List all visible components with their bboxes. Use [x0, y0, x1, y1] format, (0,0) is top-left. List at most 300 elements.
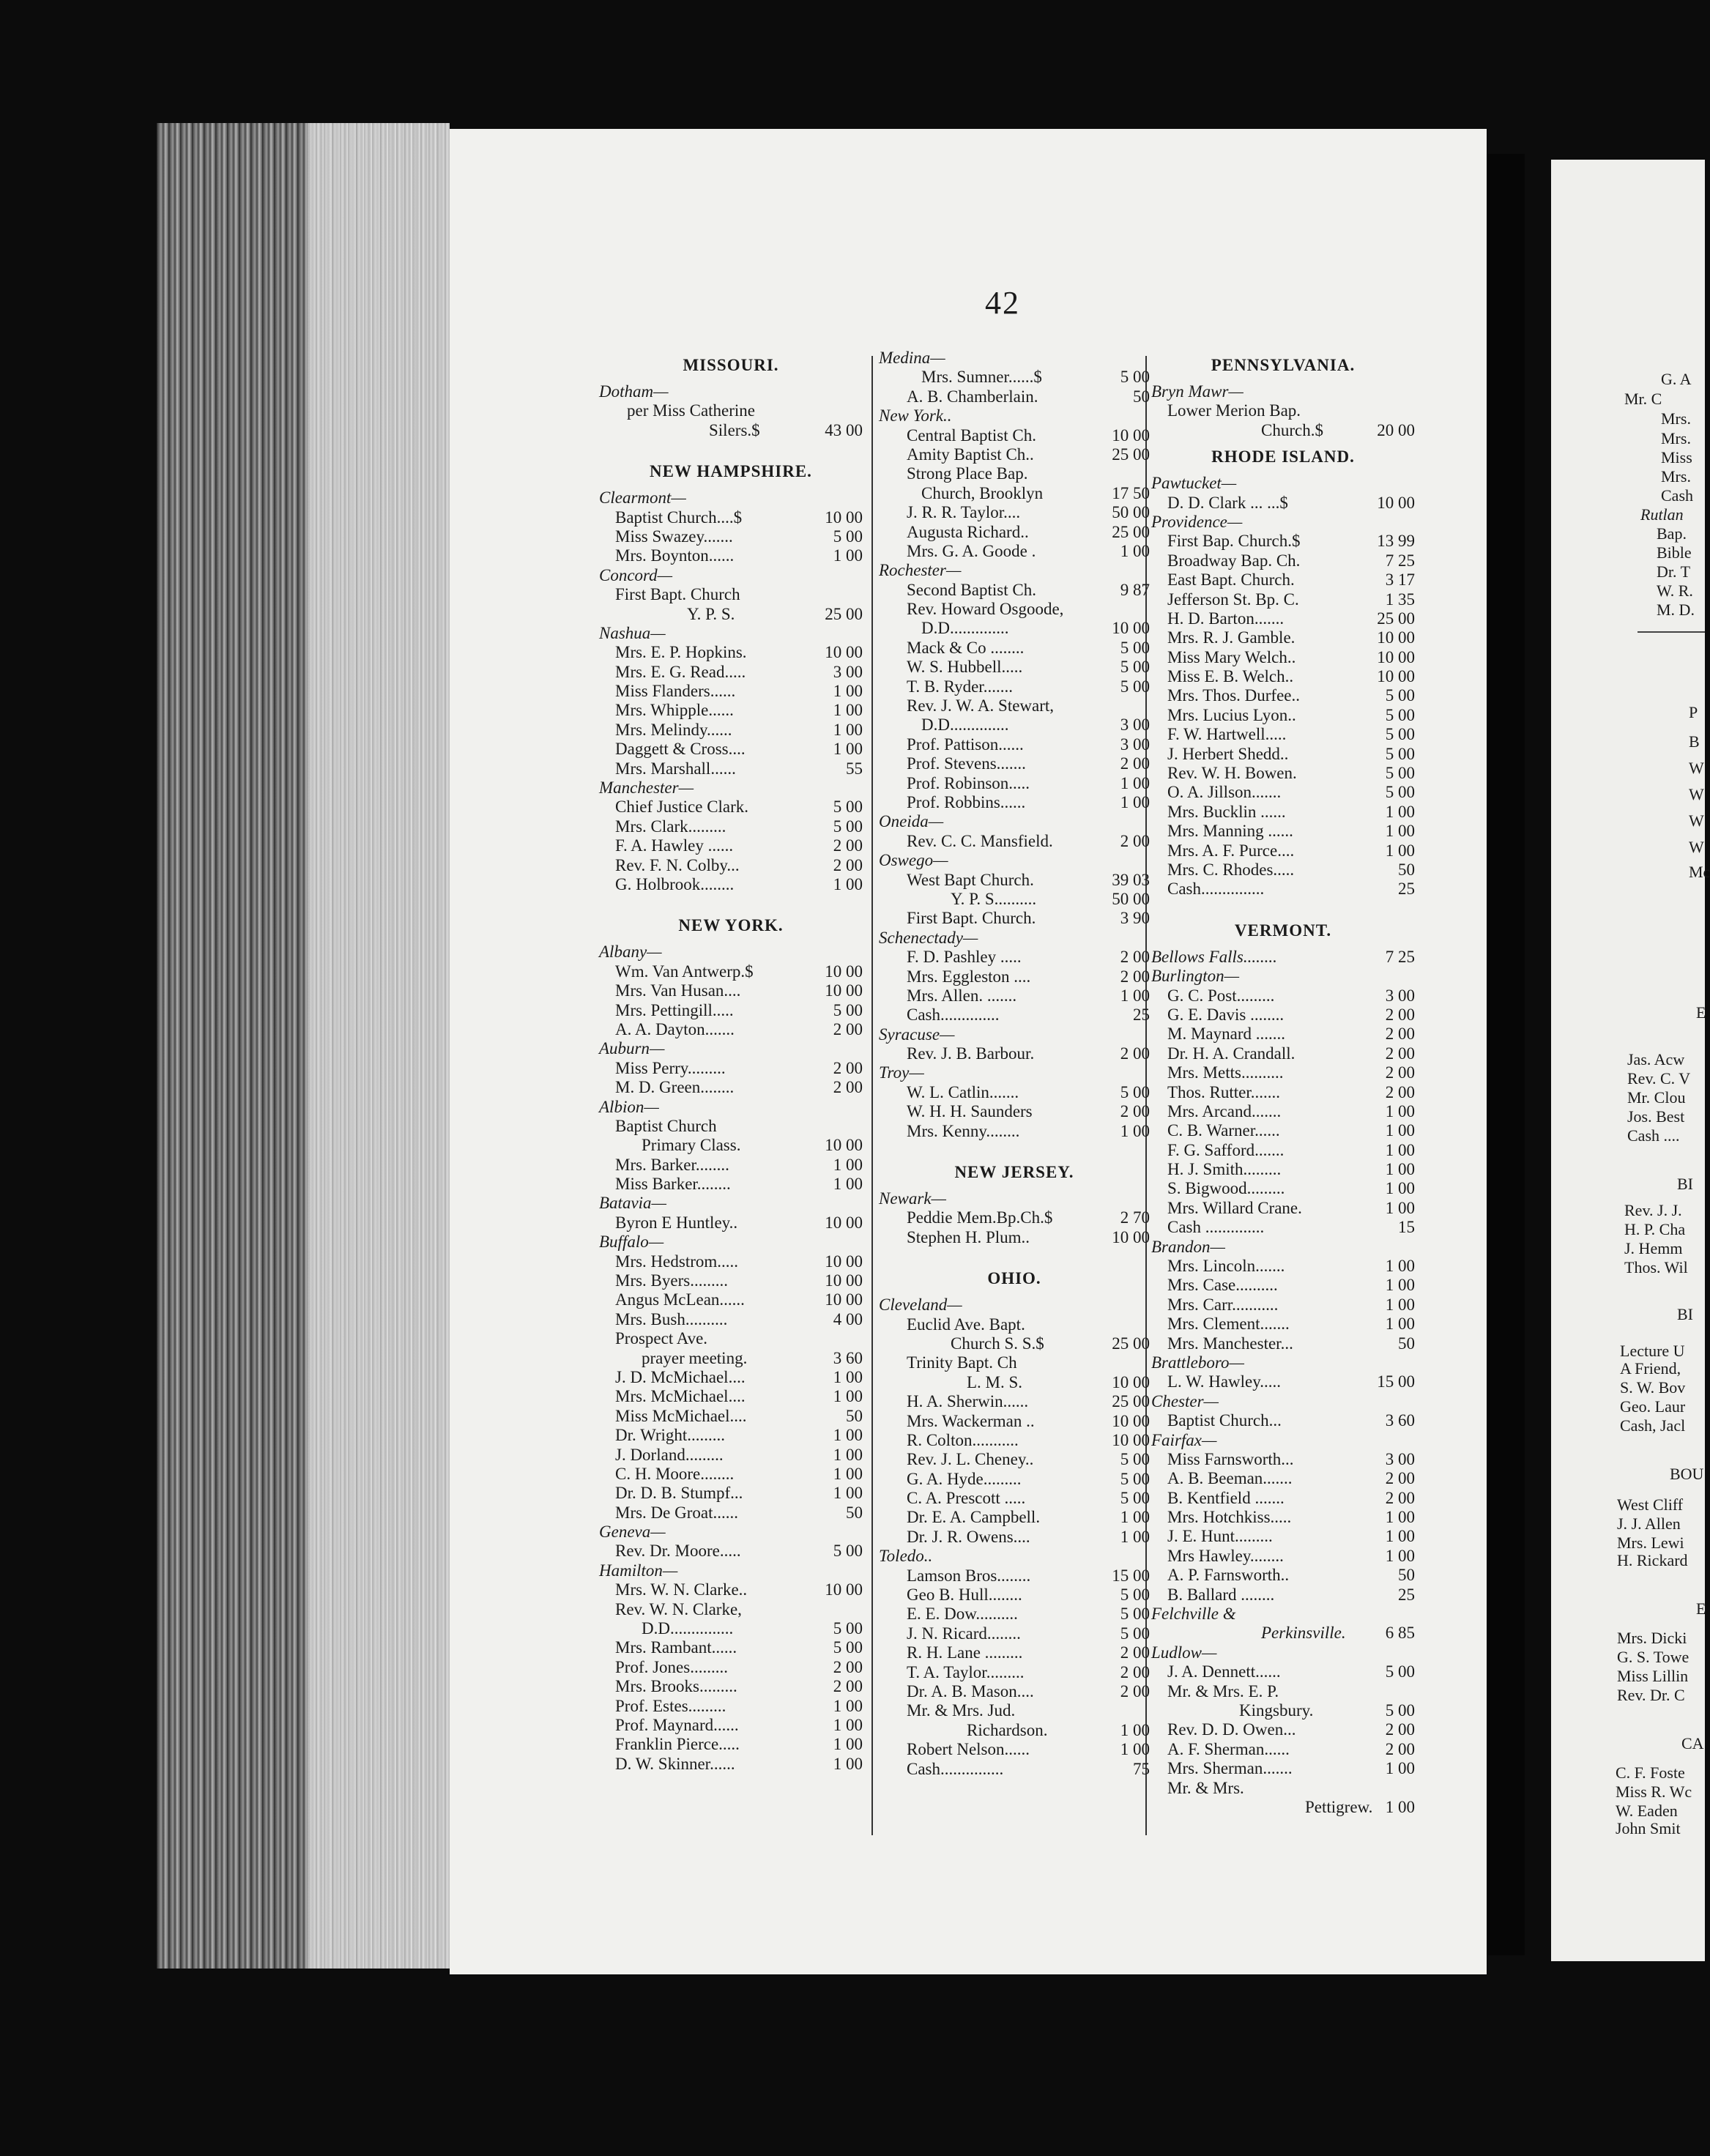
entry-amount: 5 00	[1120, 658, 1150, 677]
entry-amount: 10 00	[1377, 628, 1415, 647]
entry-amount: 1 35	[1385, 590, 1415, 609]
entry-name: New York..	[879, 406, 952, 425]
entry-name: Mrs. Manning ......	[1167, 822, 1293, 841]
entry-name: First Bap. Church.$	[1167, 532, 1301, 551]
donor-entry	[599, 1580, 863, 1599]
entry-name: J. N. Ricard........	[907, 1624, 1021, 1643]
entry-name: Mrs. Willard Crane.	[1167, 1198, 1302, 1217]
entry-name: West Bapt Church.	[907, 870, 1034, 889]
right-page-text: West Cliff	[1617, 1495, 1684, 1514]
entry-amount: 1 00	[1120, 1121, 1150, 1140]
donor-entry	[879, 445, 1150, 464]
right-page-text: BI	[1677, 1305, 1693, 1323]
right-page-text: Mr. C	[1624, 390, 1662, 408]
entry-name: C. H. Moore........	[615, 1464, 735, 1483]
donor-entry	[599, 721, 863, 740]
entry-amount: 10 00	[1112, 425, 1150, 445]
entry-name: Brandon—	[1151, 1237, 1225, 1256]
right-page-text: W	[1689, 785, 1704, 803]
donor-entry	[599, 643, 863, 662]
donor-entry	[599, 1716, 863, 1735]
right-page-text: Mc	[1689, 863, 1710, 881]
entry-name: Miss Mary Welch..	[1167, 647, 1296, 666]
entry-name: S. Bigwood.........	[1167, 1179, 1285, 1198]
entry-name: Lamson Bros........	[907, 1566, 1031, 1585]
donor-entry	[879, 1431, 1150, 1450]
entry-name: B. Ballard ........	[1167, 1585, 1275, 1604]
donor-entry	[879, 542, 1150, 561]
entry-name: H. A. Sherwin......	[907, 1392, 1029, 1411]
entry-name: Mrs. R. J. Gamble.	[1167, 628, 1295, 647]
entry-name: Syracuse—	[879, 1025, 955, 1044]
entry-name: Mrs. Lincoln.......	[1167, 1257, 1285, 1276]
entry-name: Mrs. Thos. Durfee..	[1167, 686, 1300, 705]
entry-name: Thos. Rutter.......	[1167, 1082, 1280, 1101]
entry-name: Mrs. Marshall......	[615, 759, 736, 778]
section-heading	[599, 455, 863, 488]
entry-amount: 1 00	[833, 1484, 863, 1503]
entry-amount: 2 00	[1120, 1643, 1150, 1662]
entry-amount: 15 00	[1377, 1372, 1415, 1391]
entry-amount: 5 00	[1385, 783, 1415, 802]
entry-amount: 1 00	[1120, 541, 1150, 560]
location-label	[1151, 1624, 1415, 1643]
section-heading-text: RHODE ISLAND.	[1211, 447, 1355, 466]
entry-amount: 1 00	[1120, 773, 1150, 792]
entry-name: Rev. W. H. Bowen.	[1167, 764, 1297, 783]
location-label	[599, 382, 863, 401]
entry-name: W. H. H. Saunders	[907, 1102, 1033, 1121]
entry-name: Mrs. C. Rhodes.....	[1167, 860, 1295, 879]
entry-amount: 3 00	[1385, 986, 1415, 1005]
location-label	[879, 851, 1150, 870]
donor-entry	[879, 1373, 1150, 1392]
entry-name: Mrs. Clark.........	[615, 817, 726, 836]
donor-entry	[879, 1412, 1150, 1431]
donor-entry	[879, 1208, 1150, 1227]
donor-entry	[599, 682, 863, 701]
entry-name: Mrs. Rambant......	[615, 1638, 737, 1657]
entry-name: Angus McLean......	[615, 1290, 745, 1309]
entry-amount: 3 00	[1120, 735, 1150, 754]
entry-amount: 5 00	[1385, 725, 1415, 744]
entry-name: Cash ..............	[1167, 1218, 1265, 1237]
section-heading-text: NEW JERSEY.	[954, 1163, 1074, 1182]
section-heading-text: OHIO.	[987, 1269, 1041, 1288]
entry-amount: 1 00	[1385, 1140, 1415, 1159]
donor-entry	[599, 740, 863, 759]
donor-entry	[1151, 1662, 1415, 1681]
section-heading-text: NEW HAMPSHIRE.	[650, 462, 812, 481]
donor-entry	[879, 754, 1150, 773]
entry-amount: 2 00	[1385, 1063, 1415, 1082]
entry-amount: 2 00	[1120, 754, 1150, 773]
donor-entry	[879, 832, 1150, 851]
entry-amount: 10 00	[1112, 1430, 1150, 1449]
donor-entry	[879, 1353, 1150, 1372]
entry-amount: 1 00	[833, 1735, 863, 1754]
entry-amount: 50	[1398, 1334, 1415, 1353]
entry-amount: 39 03	[1112, 870, 1150, 889]
entry-amount: 2 00	[1385, 1469, 1415, 1488]
location-label	[1151, 967, 1415, 986]
entry-name: A. F. Sherman......	[1167, 1739, 1290, 1758]
entry-amount: 1 00	[1385, 1527, 1415, 1546]
entry-name: C. A. Prescott .....	[907, 1489, 1026, 1508]
entry-name: Mrs. Van Husan....	[615, 981, 741, 1000]
entry-amount: 2 00	[1385, 1739, 1415, 1758]
entry-name: G. C. Post.........	[1167, 986, 1275, 1005]
right-page-text: P	[1689, 703, 1698, 721]
entry-name: Oswego—	[879, 851, 948, 870]
donor-entry	[599, 421, 863, 440]
entry-name: R. H. Lane .........	[907, 1643, 1023, 1662]
donor-entry	[1151, 1566, 1415, 1585]
donor-entry	[879, 909, 1150, 928]
entry-name: Cash..............	[907, 1005, 1000, 1025]
entry-name: Medina—	[879, 349, 945, 367]
donor-entry	[599, 1349, 863, 1368]
entry-amount: 1 00	[833, 1387, 863, 1406]
entry-name: J. Herbert Shedd..	[1167, 744, 1289, 763]
entry-amount: 5 00	[1120, 638, 1150, 657]
right-page-text: Miss	[1661, 448, 1692, 466]
location-label	[599, 943, 863, 962]
entry-amount: 3 00	[833, 662, 863, 681]
entry-name: Troy—	[879, 1063, 924, 1082]
entry-name: Church, Brooklyn	[921, 483, 1044, 502]
right-page-text: Mrs.	[1661, 467, 1691, 486]
entry-amount: 2 00	[1385, 1044, 1415, 1063]
donor-entry	[1151, 628, 1415, 647]
right-page-text: Geo. Laur	[1620, 1397, 1686, 1416]
entry-amount: 2 00	[1385, 1720, 1415, 1739]
donor-entry	[1151, 841, 1415, 860]
location-label	[1151, 948, 1415, 967]
spacer	[879, 1247, 1150, 1262]
location-label	[1151, 474, 1415, 493]
location-label	[1151, 1431, 1415, 1450]
entry-amount: 2 00	[833, 1058, 863, 1077]
entry-name: Mrs. E. P. Hopkins.	[615, 643, 747, 662]
donor-entry	[599, 1407, 863, 1426]
entry-amount: 10 00	[1112, 619, 1150, 638]
entry-amount: 1 00	[1120, 1720, 1150, 1739]
donor-entry	[599, 1619, 863, 1638]
donor-entry	[1151, 1160, 1415, 1179]
entry-amount: 6 85	[1385, 1624, 1415, 1643]
donor-entry	[599, 701, 863, 720]
entry-name: Mrs. Arcand.......	[1167, 1101, 1282, 1120]
right-page-text: S. W. Bov	[1620, 1378, 1686, 1397]
entry-name: Pawtucket—	[1151, 474, 1237, 493]
donor-entry	[599, 1175, 863, 1194]
entry-name: Mrs. Bucklin ......	[1167, 802, 1286, 821]
donor-entry	[599, 1368, 863, 1387]
entry-name: Burlington—	[1151, 967, 1240, 986]
donor-entry	[599, 1542, 863, 1561]
entry-name: J. Dorland.........	[615, 1445, 724, 1464]
donor-entry	[879, 1721, 1150, 1740]
donor-entry	[1151, 570, 1415, 590]
entry-name: Rev. Howard Osgoode,	[907, 600, 1064, 619]
entry-name: Mrs. Whipple......	[615, 701, 734, 720]
right-page-text: John Smit	[1616, 1819, 1681, 1837]
entry-amount: 10 00	[825, 962, 863, 981]
entry-name: J. A. Dennett......	[1167, 1662, 1281, 1681]
right-page-text: Cash, Jacl	[1620, 1416, 1686, 1435]
entry-amount: 10 00	[825, 643, 863, 662]
entry-name: per Miss Catherine	[627, 401, 756, 420]
donor-entry	[1151, 822, 1415, 841]
donor-entry	[599, 1329, 863, 1348]
entry-amount: 5 00	[833, 817, 863, 836]
donor-entry	[1151, 860, 1415, 880]
entry-name: Chester—	[1151, 1391, 1219, 1410]
entry-name: Mrs. Byers.........	[615, 1271, 728, 1290]
entry-amount: 25	[1398, 880, 1415, 899]
entry-amount: 5 00	[833, 1638, 863, 1657]
entry-name: Kingsbury.	[1239, 1701, 1314, 1720]
location-label	[879, 1189, 1150, 1208]
donor-entry	[1151, 1740, 1415, 1759]
entry-name: Mack & Co ........	[907, 638, 1025, 657]
entry-amount: 1 00	[1385, 1759, 1415, 1778]
right-page-text: Rev. C. V	[1627, 1069, 1691, 1088]
donor-entry	[1151, 880, 1415, 899]
entry-name: Mrs. Case..........	[1167, 1276, 1278, 1295]
entry-name: A. B. Chamberlain.	[907, 387, 1038, 406]
entry-amount: 10 00	[1112, 1227, 1150, 1246]
entry-amount: 25 00	[1112, 1334, 1150, 1353]
entry-amount: 5 00	[833, 1619, 863, 1638]
section-heading-text: NEW YORK.	[678, 916, 784, 935]
donor-entry	[879, 735, 1150, 754]
entry-name: Peddie Mem.Bp.Ch.$	[907, 1208, 1053, 1227]
entry-amount: 5 00	[1385, 744, 1415, 763]
entry-name: Dr. E. A. Campbell.	[907, 1508, 1041, 1527]
spacer	[599, 440, 863, 455]
donor-entry	[1151, 725, 1415, 744]
donor-entry	[599, 981, 863, 1000]
entry-name: Mrs. Brooks.........	[615, 1677, 737, 1696]
entry-amount: 43 00	[825, 420, 863, 439]
donor-entry	[879, 696, 1150, 715]
donor-entry	[1151, 783, 1415, 802]
entry-name: Mr. & Mrs. E. P.	[1167, 1681, 1279, 1700]
entry-name: Prof. Estes.........	[615, 1696, 726, 1715]
location-label	[599, 566, 863, 585]
donor-entry	[879, 1489, 1150, 1508]
entry-name: Rev. F. N. Colby...	[615, 855, 740, 874]
right-page-text: E	[1696, 1003, 1706, 1022]
donor-entry	[599, 856, 863, 875]
entry-name: Mrs. Lucius Lyon..	[1167, 705, 1296, 724]
right-page-text: H. P. Cha	[1624, 1220, 1686, 1238]
entry-amount: 2 00	[1120, 1662, 1150, 1681]
donor-entry	[1151, 1044, 1415, 1063]
entry-amount: 1 00	[833, 1445, 863, 1464]
entry-name: Prof. Robinson.....	[907, 773, 1030, 792]
donor-entry	[599, 527, 863, 546]
donor-entry	[1151, 1296, 1415, 1315]
entry-name: Church S. S.$	[951, 1334, 1044, 1353]
donor-entry	[879, 639, 1150, 658]
entry-name: Rev. W. N. Clarke,	[615, 1599, 742, 1618]
donor-entry	[1151, 1372, 1415, 1391]
donor-entry	[879, 1228, 1150, 1247]
donor-entry	[879, 1044, 1150, 1063]
right-page-text: Cash	[1661, 486, 1693, 505]
right-page-text: M. D.	[1657, 601, 1695, 619]
entry-name: Mrs. Clement.......	[1167, 1315, 1290, 1334]
right-page-text: E	[1696, 1599, 1706, 1618]
right-page-text: H. Rickard	[1617, 1551, 1688, 1569]
donor-entry	[599, 1503, 863, 1523]
entry-amount: 1 00	[833, 1175, 863, 1194]
entry-name: F. G. Safford.......	[1167, 1140, 1285, 1159]
location-label	[1151, 1392, 1415, 1411]
right-page-text: W. Eaden	[1616, 1802, 1678, 1820]
right-page-text: Mrs.	[1661, 409, 1691, 428]
entry-name: Mrs. Hotchkiss.....	[1167, 1508, 1292, 1527]
entry-amount: 25	[1398, 1585, 1415, 1604]
entry-amount: 1 00	[833, 1426, 863, 1445]
right-page-text: Miss Lillin	[1617, 1667, 1689, 1685]
entry-amount: 1 00	[1120, 986, 1150, 1005]
donor-entry	[599, 1697, 863, 1716]
entry-name: Mrs. Bush..........	[615, 1309, 728, 1328]
entry-amount: 50 00	[1112, 889, 1150, 908]
donor-entry	[879, 1740, 1150, 1759]
entry-name: G. Holbrook........	[615, 874, 735, 893]
donor-entry	[879, 658, 1150, 677]
entry-name: Mrs. A. F. Purce....	[1167, 841, 1295, 860]
entry-amount: 1 00	[833, 546, 863, 565]
entry-name: Trinity Bapt. Ch	[907, 1353, 1017, 1372]
entry-name: Buffalo—	[599, 1233, 664, 1252]
entry-name: Miss Swazey.......	[615, 527, 733, 546]
entry-amount: 2 00	[1385, 1488, 1415, 1507]
entry-amount: 1 00	[1385, 802, 1415, 821]
entry-amount: 1 00	[833, 1367, 863, 1386]
donor-entry	[879, 1605, 1150, 1624]
donor-entry	[599, 1271, 863, 1290]
location-label	[879, 1547, 1150, 1566]
entry-amount: 50	[1133, 387, 1150, 406]
entry-amount: 10 00	[1377, 493, 1415, 512]
entry-amount: 1 00	[833, 1716, 863, 1734]
entry-name: F. D. Pashley .....	[907, 948, 1022, 967]
donor-entry	[599, 836, 863, 855]
entry-amount: 5 00	[833, 1000, 863, 1019]
entry-amount: 10 00	[825, 1136, 863, 1155]
entry-name: Fairfax—	[1151, 1430, 1217, 1449]
donor-entry	[599, 508, 863, 527]
entry-amount: 1 00	[833, 682, 863, 701]
entry-name: M. Maynard .......	[1167, 1025, 1285, 1044]
entry-name: F. W. Hartwell.....	[1167, 725, 1287, 744]
entry-name: E. E. Dow..........	[907, 1605, 1018, 1624]
entry-amount: 1 00	[1385, 1179, 1415, 1198]
entry-amount: 1 00	[833, 1464, 863, 1483]
location-label	[1151, 1238, 1415, 1257]
donor-entry	[879, 1005, 1150, 1025]
right-page-text: Rutlan	[1640, 505, 1684, 524]
donor-entry	[1151, 686, 1415, 705]
entry-amount: 10 00	[825, 508, 863, 527]
donor-entry	[879, 368, 1150, 387]
entry-amount: 2 00	[1120, 948, 1150, 967]
entry-name: Bryn Mawr—	[1151, 382, 1244, 401]
spacer	[1151, 899, 1415, 914]
donor-entry	[1151, 803, 1415, 822]
donor-entry	[599, 401, 863, 420]
entry-amount: 5 00	[1385, 686, 1415, 705]
right-page-text: W. R.	[1657, 581, 1693, 600]
donor-entry	[1151, 1547, 1415, 1566]
entry-name: Cash...............	[907, 1759, 1004, 1778]
entry-name: Byron E Huntley..	[615, 1213, 738, 1232]
entry-amount: 1 00	[1385, 1121, 1415, 1140]
entry-amount: 55	[846, 759, 863, 778]
entry-name: Y. P. S..........	[951, 889, 1037, 908]
entry-amount: 50	[846, 1406, 863, 1425]
right-page-text: G. S. Towe	[1617, 1648, 1689, 1666]
entry-name: Geneva—	[599, 1523, 666, 1542]
entry-amount: 2 00	[833, 1657, 863, 1676]
donor-entry	[879, 619, 1150, 638]
entry-name: Miss McMichael....	[615, 1406, 747, 1425]
entry-amount: 10 00	[825, 1213, 863, 1232]
entry-name: W. S. Hubbell.....	[907, 658, 1023, 677]
section-heading	[1151, 914, 1415, 948]
entry-amount: 5 00	[1385, 705, 1415, 724]
donor-entry	[599, 1446, 863, 1465]
donor-entry	[879, 1450, 1150, 1469]
entry-name: Miss Flanders......	[615, 682, 736, 701]
entry-name: Pettigrew.	[1305, 1797, 1373, 1816]
entry-name: D.D..............	[921, 715, 1009, 735]
entry-amount: 1 00	[833, 740, 863, 759]
right-page-text: G. A	[1661, 370, 1692, 388]
entry-amount: 10 00	[825, 981, 863, 1000]
entry-name: Toledo..	[879, 1547, 933, 1566]
entry-name: Mrs. Metts..........	[1167, 1063, 1284, 1082]
donor-entry	[879, 774, 1150, 793]
entry-amount: 7 25	[1385, 947, 1415, 966]
entry-name: Brattleboro—	[1151, 1353, 1244, 1372]
entry-name: Y. P. S.	[687, 604, 735, 623]
donor-entry	[599, 585, 863, 604]
donor-entry	[879, 1663, 1150, 1682]
entry-name: Prospect Ave.	[615, 1329, 708, 1348]
entry-amount: 20 00	[1377, 420, 1415, 439]
entry-name: R. Colton...........	[907, 1430, 1019, 1449]
donor-entry	[1151, 1199, 1415, 1218]
entry-amount: 2 00	[1385, 1082, 1415, 1101]
donor-entry	[879, 484, 1150, 503]
entry-name: Prof. Maynard......	[615, 1716, 739, 1734]
entry-amount: 50	[1398, 860, 1415, 879]
entry-name: Miss Barker........	[615, 1175, 731, 1194]
donor-entry	[1151, 1450, 1415, 1469]
entry-name: Manchester—	[599, 778, 694, 798]
donor-entry	[1151, 1005, 1415, 1025]
entry-name: Mrs. De Groat......	[615, 1503, 738, 1522]
entry-amount: 5 00	[833, 1542, 863, 1561]
entry-name: Church.$	[1261, 420, 1323, 439]
